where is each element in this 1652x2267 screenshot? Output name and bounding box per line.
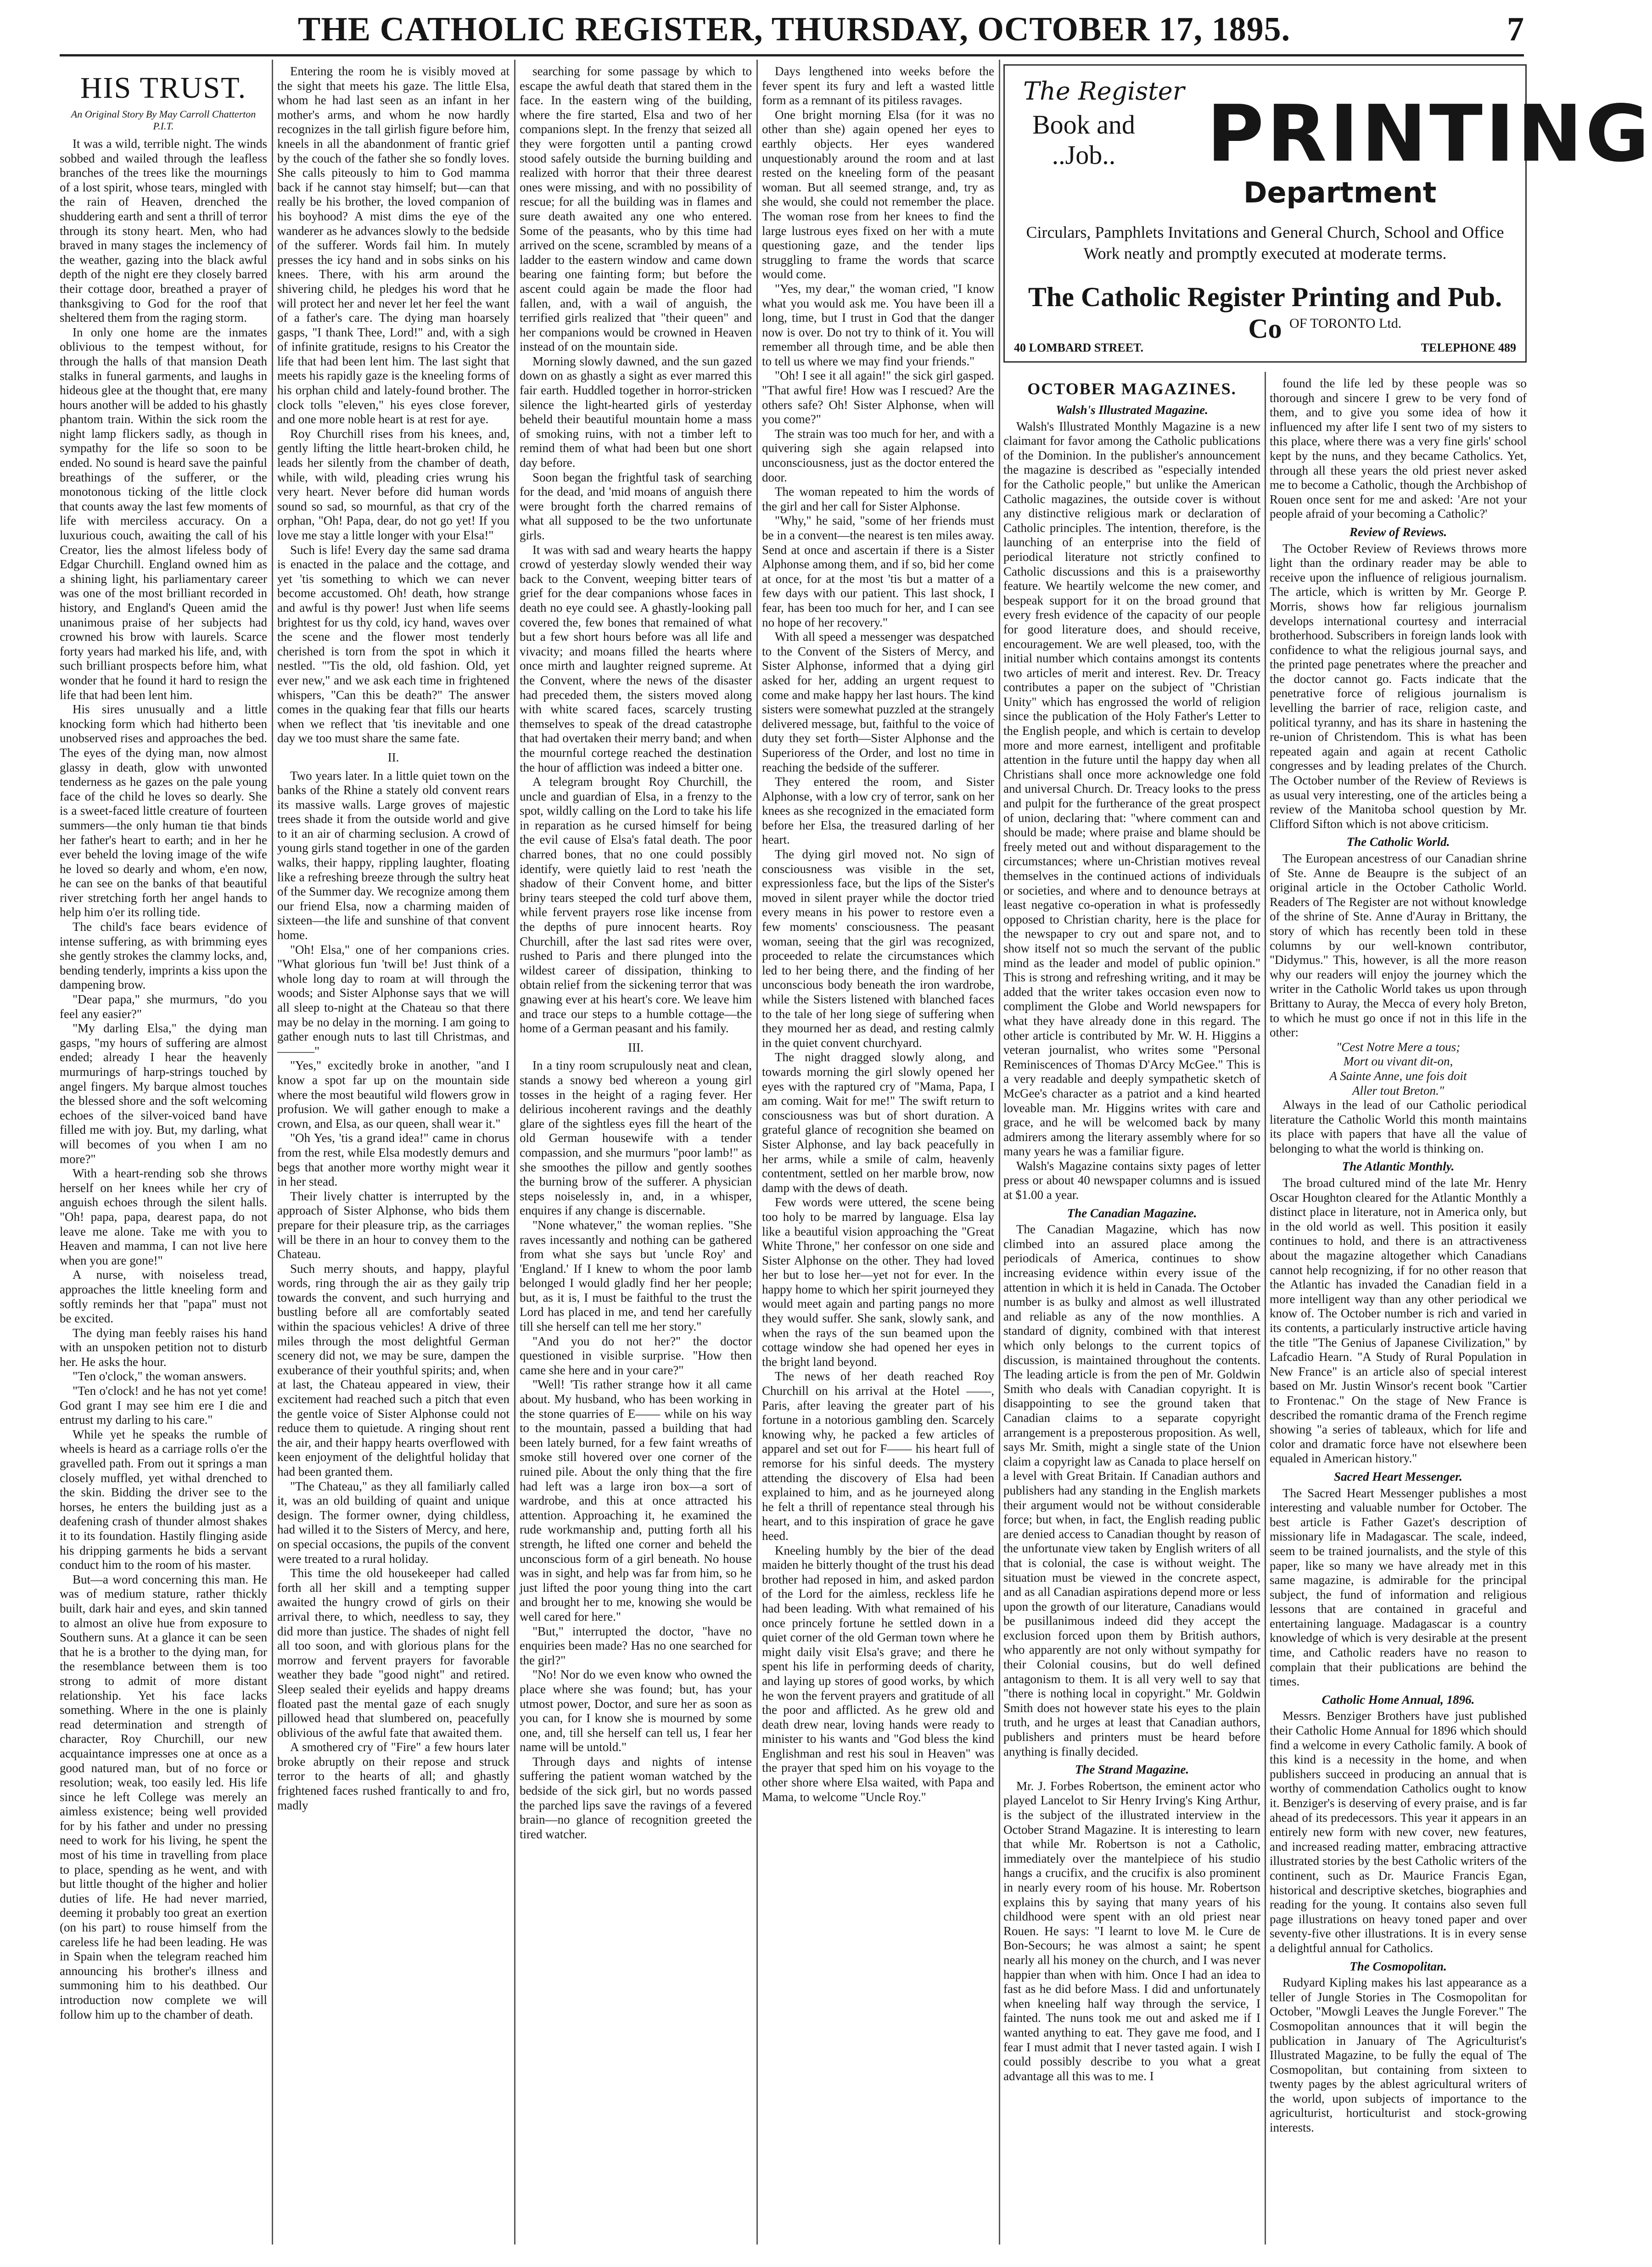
paragraph: The news of her death reached Roy Churchill on his arrival at the Hotel ——, Paris, after leaving the greater part of his fortune in a notorious gambling den. Scarcely knowing why, he packed a few articles of apparel and set out for F—— his heart full of remorse for his sinful deeds. The mystery attending the discovery of Elsa had been explained to him, and as he journeyed along he felt a thrill of repentance steal through his heart, and to this inspiration of grace he gave heed. [762,1369,994,1543]
paragraph: "Oh! Elsa," one of her companions cries. "What glorious fun 'twill be! Just think of a whole long day to roam at will through the woods; and Sister Alphonse says that we will all sleep to-night at the Chateau so that there may be no delay in the morning. I am going to gather enough nuts to last till Christmas, and ———" [277,942,510,1058]
paragraph: Such merry shouts, and happy, playful words, ring through the air as they gaily trip towards the convent, and such hurrying and bustling before all are comfortably seated within the spacious vehicles! A drive of three miles through the most delightful German scenery did not, we may be sure, dampen the exuberance of their youthful spirits; and, when at last, the Chateau appeared in view, their excitement had reached such a pitch that even the gentle voice of Sister Alphonse could not reduce them to quietude. A ringing shout rent the air, and their happy hearts overflowed with keen enjoyment of the delightful holiday that had been granted them. [277,1261,510,1478]
paragraph: Rudyard Kipling makes his last appearance as a teller of Jungle Stories in The Cosmopolitan for October, "Mowgli Leaves the Jungle Forever." The Cosmopolitan announces that it will begin the publication in January of The Agriculturist's Illustrated Magazine, to be fully the equal of The Cosmopolitan, but containing from sixteen to twenty pages by the ablest agricultural writers of the world, upon subjects of importance to the agriculturist, horticulturist and stock-growing interests. [1270,1976,1527,2135]
story-column-1 [60,64,267,2249]
paragraph: searching for some passage by which to escape the awful death that stared them in the face. In the eastern wing of the building, where the fire started, Elsa and two of her companions slept. In the frenzy that seized all they were forgotten until a panting crowd stood safely outside the burning building and realized with horror that their three dearest ones were missing, and with no possibility of rescue; for all the building was in flames and sure death awaited any one who entered. Some of the peasants, who by this time had arrived on the scene, scrambled by means of a ladder to the eastern window and came down bearing one fainting form; but before the ascent could again be made the floor had fallen, and, with a wail of anguish, the terrified girls realized that "their queen" and her companions would be crowned in Heaven instead of on the mountain side. [520,64,752,354]
sub-heading: Walsh's Illustrated Magazine. [1056,403,1208,417]
ad-book-label: Book and [1032,110,1135,140]
paragraph: The child's face bears evidence of intense suffering, as with brimming eyes she gently strokes the clammy locks, and, bending tenderly, imprints a kiss upon the dampening brow. [60,920,267,992]
sub-heading: The Canadian Magazine. [1067,1206,1197,1220]
paragraph: Mr. J. Forbes Robertson, the eminent actor who played Lancelot to Sir Henry Irving's King Arthur, is the subject of the illustrated interview in the October Strand Magazine. It is interesting to learn that while Mr. Robertson is not a Catholic, immediately over the mantelpiece of his studio hangs a crucifix, and the crucifix is also prominent in nearly every room of his house. Mr. Robertson explains this by saying that many years of his childhood were spent with an old priest near Rouen. He says: "I learnt to love M. le Cure de Bon-Secours; he was almost a saint; he spent nearly all his money on the church, and I was never happier than when with him. Once I had an idea to fast as he did before Mass. I did and unfortunately when kneeling half way through the service, I fainted. The nuns took me out and asked me if I wanted anything to eat. They gave me food, and I fear I must admit that I never tasted again. I wish I could possibly describe to you what a great advantage all this was to me. I [1003,1779,1260,2083]
story-paragraphs [60,137,267,2022]
paragraph: The dying girl moved not. No sign of consciousness was visible in the set, expressionless face, but the lips of the Sister's moved in silent prayer while the doctor tried every means in his power to restore even a few moments' consciousness. The peasant woman, seeing that the girl was recognized, proceeded to relate the circumstances which led to her being there, and the finding of her unconscious body beneath the iron wardrobe, while the Sisters listened with blanched faces to the tale of her long siege of suffering when they mourned her as dead, and resting calmly in the quiet convent churchyard. [762,847,994,1050]
story-column-3 [520,64,752,2249]
story-byline: An Original Story By May Carroll Chatterton P.I.T. [71,108,256,132]
paragraph: "And you do not her?" the doctor questioned in visible surprise. "How then came she here and in your care?" [520,1334,752,1377]
paragraph: Messrs. Benziger Brothers have just published their Catholic Home Annual for 1896 which should find a welcome in every Catholic family. A book of this kind is a necessity in the home, and when publishers succeed in producing an annual that is worthy of commendation Catholics ought to know it. Benziger's is deserving of every praise, and is far ahead of its predecessors. This year it appears in an entirely new form with new cover, new features, and increased reading matter, embracing attractive illustrated stories by the best Catholic writers of the continent, such as Dr. Maurice Francis Egan, historical and descriptive sketches, biographies and reading for the young. It contains also seven full page illustrations on heavy toned paper and over seventy-five other illustrations. It is in every sense a delightful annual for Catholics. [1270,1709,1527,1955]
paragraph: A nurse, with noiseless tread, approaches the little kneeling form and softly reminds her that "papa" must not be excited. [60,1268,267,1326]
paragraph: Morning slowly dawned, and the sun gazed down on as ghastly a sight as ever marred this fair earth. Huddled together in horror-stricken silence the light-hearted girls of yesterday beheld their beautiful mountain home a mass of smoking ruins, with not a timber left to remind them of what had been but one short day before. [520,354,752,470]
chapter-heading: III. [628,1040,644,1054]
paragraph: The Sacred Heart Messenger publishes a most interesting and valuable number for October. The best article is Father Gazet's description of missionary life in Madagascar. The scale, indeed, seem to be trained journalists, and the style of this paper, like so many we have already met in this same magazine, is admirable for the principal subject, the fund of information and religious lessons that are contained in graceful and entertaining language. Madagascar is a country knowledge of which is very desirable at the present time, and Catholic readers have no reason to complain that their publications are behind the times. [1270,1486,1527,1689]
paragraph: The woman repeated to him the words of the girl and her call for Sister Alphonse. [762,485,994,513]
masthead-rule [60,54,1524,56]
ad-company-ltd: OF TORONTO Ltd. [1289,316,1402,331]
column-divider [272,60,273,2245]
paragraph: "Ten o'clock," the woman answers. [73,1369,246,1383]
paragraph: "Dear papa," she murmurs, "do you feel any easier?" [60,992,267,1021]
paragraph: Always in the lead of our Catholic periodical literature the Catholic World this month maintains its place with papers that have all the value of belonging to what the world is thinking on. [1270,1098,1527,1155]
paragraph: Their lively chatter is interrupted by the approach of Sister Alphonse, who bids them prepare for their pleasure trip, as the carriages will be there in an hour to convey them to the Chateau. [277,1189,510,1261]
ad-department: Department [1243,176,1437,209]
ad-address: 40 LOMBARD STREET. [1014,341,1143,354]
section-heading: OCTOBER MAGAZINES. [1027,380,1237,398]
sub-heading: Review of Reviews. [1349,525,1447,539]
paragraph: The night dragged slowly along, and towards morning the girl slowly opened her eyes with the raptured cry of "Mama, Papa, I am coming. Wait for me!" The swift return to consciousness was but of short duration. A grateful glance of recognition she beamed on Sister Alphonse, and lay back peacefully in her arms, while a smile of calm, heavenly contentment, settled on her marble brow, now damp with the dews of death. [762,1050,994,1195]
paragraph: The European ancestress of our Canadian shrine of Ste. Anne de Beaupre is the subject of an original article in the October Catholic World. Readers of The Register are not without knowledge of the shrine of Ste. Anne d'Auray in Brittany, the story of which has recently been told in these columns by our well-known contributor, "Didymus." This, however, is all the more reason why our readers will enjoy the journey which the writer in the Catholic World takes us upon through Brittany to Auray, the Mecca of every holy Breton, to which he must go once if not in this life in the other: [1270,851,1527,1040]
column-divider [999,60,1000,2245]
paragraph: Days lengthened into weeks before the fever spent its fury and left a wasted little form as a remnant of its pitiless ravages. [762,64,994,107]
verse-line: A Sainte Anne, une fois doit [1329,1069,1467,1083]
paragraph: "My darling Elsa," the dying man gasps, "my hours of suffering are almost ended; already I hear the heavenly murmurings of harp-strings touched by angel fingers. My barque almost touches the blessed shore and the soft welcoming echoes of the silver-voiced band have filled me with joy. But, my darling, what will becomes of you when I am no more?" [60,1021,267,1166]
ad-printing-headline: PRINTING [1207,89,1652,179]
paragraph: The broad cultured mind of the late Mr. Henry Oscar Houghton cleared for the Atlantic Monthly a distinct place in literature, not in America only, but in the old world as well. This position it easily continues to hold, and there is an attractiveness about the magazine altogether which Canadians cannot help recognizing, if for no other reason that the Atlantic has invaded the Canadian field in a more intelligent way than any other periodical we know of. The October number is rich and varied in its contents, a particularly instructive article having the title "The Genius of Japanese Civilization," by Lafcadio Hearn. "A Study of Rural Population in New France" is an article also of special interest based on Mr. Justin Winsor's recent book "Cartier to Frontenac." On the stage of New France is described the romantic drama of the French regime showing "a series of tableaux, which for life and color and dramatic force have not elsewhere been equaled in American history." [1270,1176,1527,1466]
sub-heading: Sacred Heart Messenger. [1334,1469,1462,1483]
paragraph: Walsh's Magazine contains sixty pages of letter press or about 40 newspaper columns and is issued at $1.00 a year. [1003,1159,1260,1202]
paragraph: Through days and nights of intense suffering the patient woman watched by the bedside of the sick girl, but no words passed the parched lips save the ravings of a fevered brain—no glance of recognition greeted the tired watcher. [520,1754,752,1841]
paragraph: In only one home are the inmates oblivious to the tempest without, for through the halls of that mansion Death stalks in funeral garments, and laughs in hideous glee at the thought that, ere many hours another will be added to his ghastly phantom train. Within the sick room the night lamp flickers sadly, as though in sympathy for the life so soon to be ended. No sound is heard save the painful breathings of the sufferer, or the monotonous ticking of the little clock that counts away the last few moments of life with merciless accuracy. On a luxurious couch, awaiting the call of his Creator, lies the almost lifeless body of Edgar Churchill. England owned him as a shining light, his parliamentary career was one of the most brilliant recorded in history, and England's Queen amid the unanimous praise of her subjects had crowned his brow with laurels. Scarce forty years had marked his life, and, with such brilliant prospects before him, what wonder that he found it hard to resign the life that had been lent him. [60,325,267,702]
printing-advertisement [1003,64,1652,363]
paragraph: One bright morning Elsa (for it was no other than she) again opened her eyes to earthly objects. Her eyes wandered unquestionably around the room and at last rested on the kneeling form of the peasant woman. But all seemed strange, and, try as she would, she could not remember the place. The woman rose from her knees to find the large lustrous eyes fixed on her with a mute questioning gaze, and the tender lips struggling to frame the words that scarce would come. [762,107,994,281]
paragraph: The strain was too much for her, and with a quivering sigh she again relapsed into unconsciousness, just as the doctor entered the door. [762,426,994,484]
story-column-2 [277,64,510,2249]
sub-heading: The Catholic World. [1346,835,1450,849]
paragraph: It was with sad and weary hearts the happy crowd of yesterday slowly wended their way back to the Convent, weeping bitter tears of grief for the dear companions whose faces in death no eye could see. A ghastly-looking pall covered the, few bones that remained of what but a few short hours before was all life and vivacity; and moans filled the hearts where once mirth and laughter reigned supreme. At the Convent, where the news of the disaster had preceded them, the sisters moved along with white scared faces, scarcely trusting themselves to speak of the dread catastrophe that had overtaken their merry band; and when the mournful cortege reached the destination the hour of affliction was indeed a bitter one. [520,543,752,774]
paragraph: Two years later. In a little quiet town on the banks of the Rhine a stately old convent rears its massive walls. Large groves of majestic trees shade it from the outside world and give to it an air of charming seclusion. A crowd of young girls stand together in one of the garden walks, their happy, rippling laughter, floating like a refreshing breeze through the sultry heat of the Summer day. We recognize among them our friend Elsa, now a charming maiden of sixteen—the life and sunshine of that convent home. [277,768,510,942]
chapter-heading: II. [387,750,399,764]
column-divider [514,60,515,2245]
paragraph: "Yes, my dear," the woman cried, "I know what you would ask me. You have been ill a long, time, but I trust in God that the danger now is over. Do not try to think of it. You will remember all through time, and be able then to tell us where we may find your friends." [762,281,994,368]
ad-description: Circulars, Pamphlets Invitations and General Church, School and Office Work neatly and promptly executed at moderate terms. [1026,223,1504,263]
paragraph: "Oh! I see it all again!" the sick girl gasped. "That awful fire! How was I rescued? Are the others safe? Oh! Sister Alphonse, when will you come?" [762,369,994,426]
story-title: HIS TRUST. [80,71,247,105]
sub-heading: The Atlantic Monthly. [1342,1159,1455,1174]
page-number: 7 [1507,11,1524,48]
paragraph: In a tiny room scrupulously neat and clean, stands a snowy bed whereon a young girl tosses in the height of a raging fever. Her delirious incoherent ravings and the deathly glare of the sightless eyes fill the heart of the old German housewife with a tender compassion, and she murmurs "poor lamb!" as she smoothes the pillow and gently soothes the burning brow of the sufferer. A physician steps noiselessly in, and, in a whisper, enquires if any change is discernable. [520,1058,752,1218]
paragraph: "The Chateau," as they all familiarly called it, was an old building of quaint and unique design. The former owner, dying childless, had willed it to the Sisters of Mercy, and here, on special occasions, the pupils of the convent were treated to a rural holiday. [277,1479,510,1566]
ad-register-label: The Register [1023,77,1185,106]
paragraph: "Why," he said, "some of her friends must be in a convent—the nearest is ten miles away. Send at once and ascertain if there is a Sister Alphonse among them, and if so, bid her come at once, for at the most 'tis but a matter of a few days with our patient. This last shock, I fear, has been too much for her, and I can see no hope of her recovery." [762,514,994,629]
column-divider [1265,372,1266,2245]
paragraph: The Canadian Magazine, which has now climbed into an assured place among the periodicals of America, continues to show increasing evidence within every issue of the attention in which it is held in Canada. The October number is as bulky and almost as well illustrated and reliable as any of the now monthlies. A standard of dignity, combined with that interest which only belongs to the current topics of discussion, is maintained throughout the contents. The leading article is from the pen of Mr. Goldwin Smith who deals with Canadian copyright. It is disappointing to see the ground taken that Canadian claims to a separate copyright arrangement is a preposterous proposition. As well, says Mr. Smith, might a single state of the Union claim a copyright law as Canada to place herself on a level with Great Britain. If Canadian authors and publishers had any standing in the English markets their argument would not be without considerable force; but when, in fact, the English reading public are denied access to Canadian thought by reason of the unfortunate view taken by English writers of all that is colonial, the case is without weight. The situation must be viewed in the concrete aspect, and as all Canadian aspirations depend more or less upon the growth of our literature, Canadians would be pusillanimous indeed did they accept the exclusion forced upon them by British authors, who apparently are not only without sympathy for their Colonial cousins, but do well defined antagonism to them. It is all very well to say that "there is nothing local in copyright." Mr. Goldwin Smith does not however state his eyes to the plain truth, and he urges at least that Canadian authors, publishers and printers must be heard before anything is finally decided. [1003,1222,1260,1758]
ad-book-job [1032,110,1135,170]
newspaper-title: THE CATHOLIC REGISTER, THURSDAY, OCTOBER 17, 1895. [297,11,1291,48]
column-divider [756,60,758,2245]
paragraph: A smothered cry of "Fire" a few hours later broke abruptly on their repose and struck terror to the hearts of all; and ghastly frightened faces rushed frantically to and fro, madly [277,1740,510,1812]
paragraph: With all speed a messenger was despatched to the Convent of the Sisters of Mercy, and Sister Alphonse, informed that a dying girl asked for her, adding an urgent request to come and make happy her last hours. The kind sisters were somewhat puzzled at the strangely delivered message, but, faithful to the voice of duty they set forth—Sister Alphonse and the Superioress of the Order, and lost no time in reaching the bedside of the sufferer. [762,630,994,774]
verse-line: "Cest Notre Mere a tous; [1336,1040,1461,1054]
paragraph: It was a wild, terrible night. The winds sobbed and wailed through the leafless branches of the trees like the mournings of a lost spirit, whose tears, mingled with the rain of Heaven, drenched the shuddering earth and sent a thrill of terror through its stony heart. Men, who had braved in many stages the inclemency of the weather, gazing into the black awful depth of the night ere they closely barred their cottage door, breathed a prayer of thanksgiving to God for the roof that sheltered them from the raging storm. [60,137,267,325]
story-column-4 [762,64,994,2249]
paragraph: "Yes," excitedly broke in another, "and I know a spot far up on the mountain side where the most beautiful wild flowers grow in profusion. We will gather enough to make a crown, and Elsa, as our queen, shall wear it." [277,1058,510,1131]
paragraph: The dying man feebly raises his hand with an unspoken petition not to disturb her. He asks the hour. [60,1326,267,1369]
paragraph: Few words were uttered, the scene being too holy to be marred by language. Elsa lay like a beautiful vision approaching the "Great White Throne," her confessor on one side and Sister Alphonse on the other. They had loved her but to lose her—yet not for ever. In the happy home to which her spirit journeyed they would meet again and parting pangs no more they would suffer. She sank, slowly sank, and when the rays of the sun beamed upon the cottage window she had opened her eyes in the bright land beyond. [762,1195,994,1369]
paragraph: A telegram brought Roy Churchill, the uncle and guardian of Elsa, in a frenzy to the spot, wildly calling on the Lord to take his life in reparation as he cursed himself for being the evil cause of Elsa's fatal death. The poor charred bones, that no one could possibly identify, were quietly laid to rest 'neath the shadow of their Convent home, and bitter briny tears steeped the cold turf above them, while fervent prayers rose like incense from the depths of pure innocent hearts. Roy Churchill, after the last sad rites were over, rushed to Paris and there plunged into the wildest career of dissipation, thinking to obtain relief from the sickening terror that was gnawing ever at his heart's core. We leave him and trace our steps to a humble cottage—the home of a German peasant and his family. [520,775,752,1036]
paragraph: "Oh Yes, 'tis a grand idea!" came in chorus from the rest, while Elsa modestly demurs and begs that another more worthy might wear it in her stead. [277,1131,510,1189]
ad-telephone: TELEPHONE 489 [1421,341,1516,354]
paragraph: While yet he speaks the rumble of wheels is heard as a carriage rolls o'er the gravelled path. From out it springs a man closely muffled, yet withal drenched to the skin. Bidding the driver see to the horses, he enters the building just as a deafening crash of thunder almost shakes it to its foundation. Hastily flinging aside his dripping garments he bids a servant conduct him to the room of his master. [60,1427,267,1572]
verse-line: Mort ou vivant dit-on, [1343,1054,1453,1069]
paragraph: Entering the room he is visibly moved at the sight that meets his gaze. The little Elsa, whom he had last seen as an infant in her mother's arms, and whom he now hardly recognizes in the tall girlish figure before him, kneels in all the abandonment of frantic grief by the couch of the father she so fondly loves. She calls piteously to him to God mamma back if he cannot stay himself; but—can that really be his brother, the loved companion of his boyhood? A mist dims the eye of the wanderer as he advances slowly to the bedside of the sufferer. Words fail him. In mutely presses the icy hand and in sobs sinks on his knees. There, with his arm around the shivering child, he pledges his word that he will protect her and never let her feel the want of a father's care. The dying man hoarsely gasps, "I thank Thee, Lord!" and, with a sigh of infinite gratitude, resigns to his Creator the life that had been lent him. The last sight that meets his rapidly gaze is the kneeling forms of his orphan child and lately-found brother. The clock tolls "eleven," his eyes close forever, and one more noble heart is at rest for aye. [277,64,510,426]
paragraph: But—a word concerning this man. He was of medium stature, rather thickly built, dark hair and eyes, and skin tanned to almost an olive hue from exposure to Southern suns. At a glance it can be seen that he is a brother to the dying man, for the resemblance between them is too strong to admit of more distant relationship. Yet his face lacks something. Where in the one is plainly read determination and strength of character, Roy Churchill, our new acquaintance impresses one at once as a good natured man, but of no force or resolution; weak, too easily led. His life since he left College was merely an aimless existence; being well provided for by his father and under no pressing need to work for his living, he spent the most of his time in travelling from place to place, spending as he went, and with but little thought of the higher and holier duties of life. He had never married, deeming it probably too great an exertion (on his part) to rouse himself from the careless life he had been leading. He was in Spain when the telegram reached him announcing his brother's illness and summoning him to his deathbed. Our introduction now complete we will follow him up to the chamber of death. [60,1572,267,2021]
paragraph: With a heart-rending sob she throws herself on her knees while her cry of anguish echoes through the silent halls. "Oh! papa, papa, dearest papa, do not leave me alone. Take me with you to Heaven and mamma, I can not live here when you are gone!" [60,1166,267,1267]
paragraph: This time the old housekeeper had called forth all her skill and a tempting supper awaited the hungry crowd of girls on their arrival there, to which, needless to say, they did more than justice. The shades of night fell all too soon, and with glorious plans for the morrow and fervent prayers for favorable weather they bade "good night" and retired. Sleep sealed their eyelids and happy dreams floated past the mental gaze of each snugly pillowed head that slumbered on, peacefully oblivious of the awful fate that awaited them. [277,1566,510,1740]
magazines-column-2 [1270,376,1527,2249]
paragraph: found the life led by these people was so thorough and sincere I grew to be very fond of them, and to give you some idea of how it influenced my after life I sent two of my sisters to this place, where there was a very fine girls' school kept by the nuns, and they became Catholics. Yet, through all these years the old priest never asked me to become a Catholic, though the Archbishop of Rouen once sent for me and asked: 'Are not your people afraid of your becoming a Catholic?' [1270,376,1527,521]
paragraph: Such is life! Every day the same sad drama is enacted in the palace and the cottage, and yet 'tis something to which we can never become accustomed. Oh! death, how strange and awful is thy power! Just when life seems brightest for us thy cold, icy hand, waves over the scene and the flower most tenderly cherished is torn from the spot in which it nestled. "'Tis the old, old fashion. Old, yet ever new," and we ask each time in frightened whispers, "Can this be death?" The answer comes in the quaking fear that fills our hearts when we reflect that 'tis inevitable and one day we too must share the same fate. [277,543,510,745]
ad-company-name: The Catholic Register Printing and Pub. Co [1028,282,1502,344]
sub-heading: Catholic Home Annual, 1896. [1322,1692,1475,1707]
paragraph: Soon began the frightful task of searching for the dead, and 'mid moans of anguish there were brought forth the charred remains of what all supposed to be the two unfortunate girls. [520,470,752,542]
masthead [60,8,1529,59]
sub-heading: The Strand Magazine. [1075,1763,1189,1777]
verse-line: Aller tout Breton." [1352,1083,1445,1097]
paragraph: Kneeling humbly by the bier of the dead maiden he bitterly thought of the trust his dead brother had reposed in him, and asked pardon of the Lord for the aimless, reckless life he had been leading. With what remained of his once princely fortune he settled down in a quiet corner of the old German town where he might daily visit Elsa's grave; and there he spent his life in performing deeds of charity, and laying up stores of good works, by which he won the fervent prayers and gratitude of all the poor and afflicted. As he grew old and death drew near, loving hands were ready to minister to his wants and "God bless the kind Englishman and rest his soul in Heaven" was the prayer that sped him on his voyage to the other shore where Elsa waited, with Papa and Mama, to welcome "Uncle Roy." [762,1543,994,1804]
sub-heading: The Cosmopolitan. [1350,1959,1447,1973]
paragraph: They entered the room, and Sister Alphonse, with a low cry of terror, sank on her knees as she recognized in the emaciated form before her Elsa, the treasured darling of her heart. [762,775,994,847]
ad-job-label: ..Job.. [1052,140,1116,170]
paragraph: The October Review of Reviews throws more light than the ordinary reader may be able to receive upon the influence of religious journalism. The article, which is written by Mr. George P. Morris, shows how far religious journalism develops international courtesy and interracial brotherhood. Subscribers in foreign lands look with confidence to what the religious journal says, and the printed page penetrates where the preacher and the doctor cannot go. Facts indicate that the penetrative force of religious journalism is levelling the barrier of race, religion caste, and political tyranny, and has its share in hastening the re-union of Christendom. This is what has been repeated again and again at recent Catholic congresses and by leading prelates of the Church. The October number of the Review of Reviews is as usual very interesting, one of the articles being a review of the Manitoba school question by Mr. Clifford Sifton which is not above criticism. [1270,541,1527,831]
paragraph: Roy Churchill rises from his knees, and, gently lifting the little heart-broken child, he leads her silently from the chamber of death, while, with wild, pleading cries wrung his very heart. Never before did human words sound so sad, so mournful, as that cry of the orphan, "Oh! Papa, dear, do not go yet! If you love me stay a little longer with your Elsa!" [277,426,510,542]
paragraph: Walsh's Illustrated Monthly Magazine is a new claimant for favor among the Catholic publications of the Dominion. In the publisher's announcement the magazine is described as "especially intended for the Catholic people," but unlike the American Catholic magazines, the outside cover is without any distinctive religious mark or declaration of Catholic principles. The intention, therefore, is the launching of an enterprise into the field of periodical literature not strictly confined to Catholic discussions and this is a praiseworthy feature. We heartily welcome the new comer, and bespeak support for it on the broad ground that every fresh evidence of the capacity of our people for good literature does, and should receive, encouragement. We are well pleased, too, with the initial number which contains amongst its contents two articles of merit and interest. Rev. Dr. Treacy contributes a paper on the subject of "Christian Unity" which has engrossed the world of religion since the publication of the Holy Father's Letter to the English people, and which is certain to develop more and more earnest, intelligent and profitable attention in the future until the happy day when all Christians shall once more acknowledge one fold and universal Church. Dr. Treacy looks to the press and pulpit for the furtherance of the great prospect of union, declaring that: "where comment can and should be made; where praise and blame should be freely meted out and without disparagement to the circumstances; where un-Christian motives reveal themselves in the continued actions of individuals or societies, and where and to denounce betrays at least negative co-operation in what is professedly opposed to Christian charity, here is the place for the newspaper to cry out and spare not, and to show itself not so much the servant of the public mind as the leader and model of public opinion." This is strong and refreshing writing, and it may be added that the writer takes occasion even now to compliment the Globe and World newspapers for what they have already done in this regard. The other article is contributed by Mr. W. H. Higgins a veteran journalist, who writes some "Personal Reminiscences of Thomas D'Arcy McGee." This is a very readable and deeply sympathetic sketch of McGee's character as a patriot and a kind hearted loveable man. Mr. Higgins writes with care and grace, and he will be welcomed back by many admirers among the literary assembly where for so many years he was a familiar figure. [1003,419,1260,1159]
paragraph: "No! Nor do we even know who owned the place where she was found; but, has your utmost power, Doctor, and sure her as soon as you can, for I know she is mourned by some one, and, till she herself can tell us, I fear her name will be untold." [520,1668,752,1754]
paragraph: "But," interrupted the doctor, "have no enquiries been made? Has no one searched for the girl?" [520,1624,752,1667]
magazines-column-1 [1003,376,1260,2249]
paragraph: "Ten o'clock! and he has not yet come! God grant I may see him ere I die and entrust my darling to his care." [60,1384,267,1427]
paragraph: "None whatever," the woman replies. "She raves incessantly and nothing can be gathered from what she says but 'uncle Roy' and 'England.' If I knew to whom the poor lamb belonged I would gladly find her her people; but, as it is, I must be faithful to the trust the Lord has placed in me, and tend her carefully till she herself can tell me her story." [520,1218,752,1334]
paragraph: "Well! 'Tis rather strange how it all came about. My husband, who has been working in the stone quarries of E—— while on his way to the mountain, passed a building that had been lately burned, for a few faint wreaths of smoke still hovered over one corner of the ruined pile. About the only thing that the fire had left was a large iron box—a sort of wardrobe, and this at once attracted his attention. Approaching it, he examined the rude workmanship and, putting forth all his strength, he lifted one corner and beheld the unconscious form of a girl beneath. No house was in sight, and help was far from him, so he just lifted the poor young thing into the cart and brought her to me, knowing she would be well cared for here." [520,1377,752,1623]
paragraph: His sires unusually and a little knocking form which had hitherto been unobserved rises and approaches the bed. The eyes of the dying man, now almost glassy in death, glow with unwonted tenderness as he gazes on the pale young face of the child he loves so dearly. She is a sweet-faced little creature of fourteen summers—the only human tie that binds her father's heart to earth; and in her he ever beheld the loving image of the wife he loved so dearly and whom, e'en now, he can see on the banks of that beautiful river stretching forth her angel hands to help him o'er its rolling tide. [60,702,267,919]
